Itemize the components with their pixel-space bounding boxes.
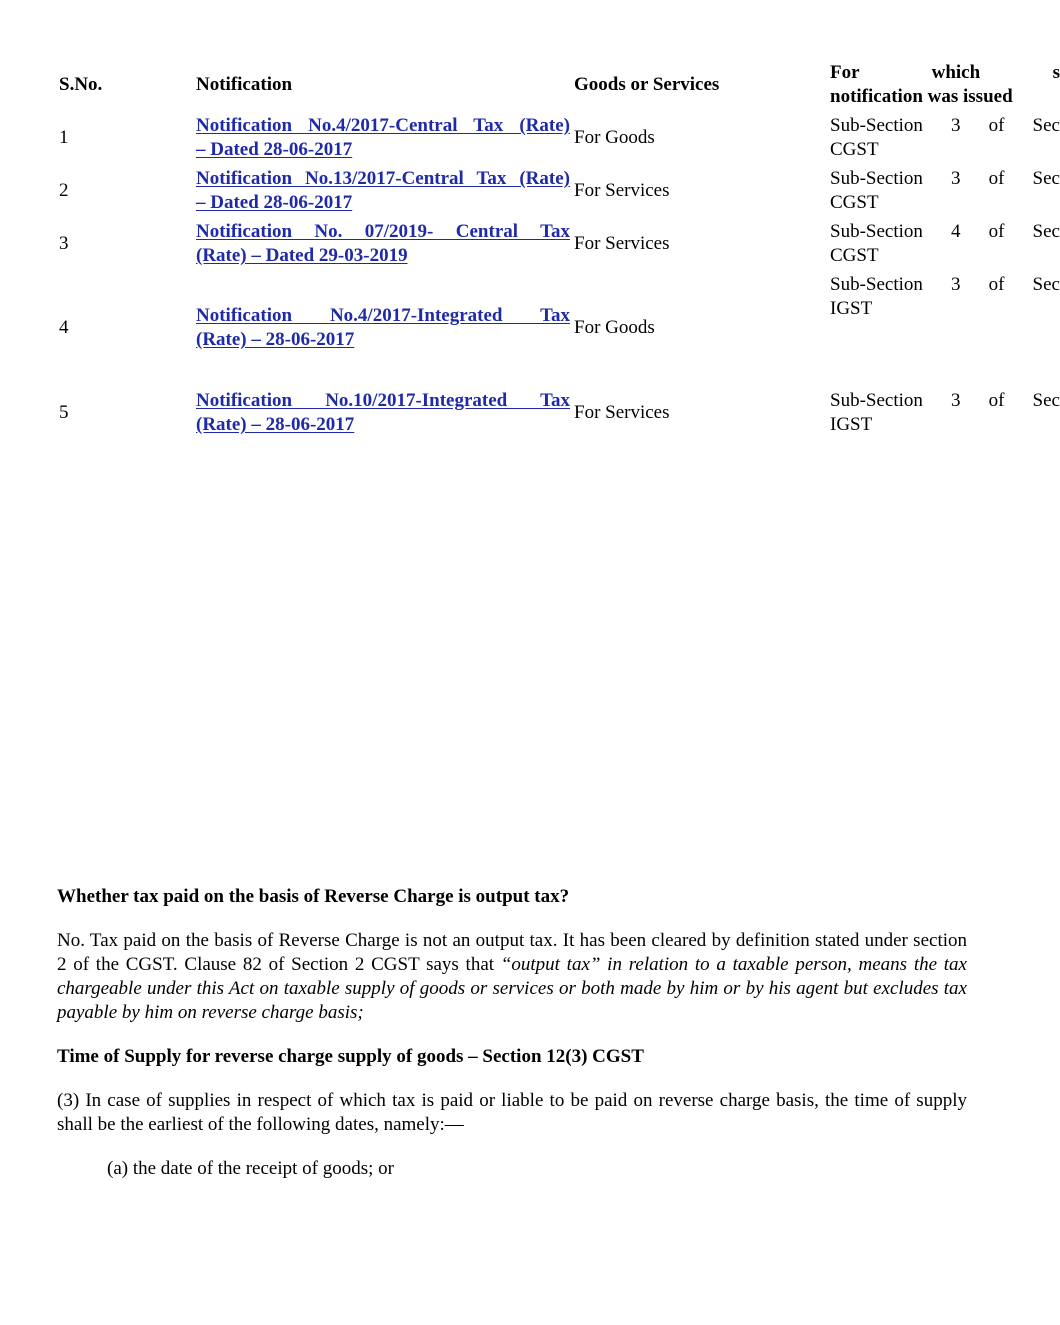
row-section-line1: Sub-Section 3 of Sec bbox=[830, 390, 1060, 411]
section-heading-output-tax: Whether tax paid on the basis of Reverse Charge is output tax? bbox=[57, 886, 570, 907]
paragraph-italic-quote: “output tax” in relation to a taxable person, means the tax chargeable under this Act on taxable supply of goods or services or both made by him or by his agent but excludes tax payable by him on reverse charge basis; bbox=[57, 954, 967, 1023]
notification-link-line2[interactable]: (Rate) – Dated 29-03-2019 bbox=[196, 245, 408, 266]
row-section-line1: Sub-Section 4 of Sec bbox=[830, 221, 1060, 242]
notification-link-line2[interactable]: – Dated 28-06-2017 bbox=[196, 139, 353, 160]
row-goods: For Services bbox=[574, 180, 670, 201]
notification-link-line1[interactable]: Notification No.4/2017-Integrated Tax bbox=[196, 305, 570, 326]
row-notification bbox=[196, 304, 570, 352]
row-section-line2: CGST bbox=[830, 192, 879, 213]
row-section bbox=[830, 273, 1060, 321]
header-section-line1: For which s bbox=[830, 62, 1060, 83]
paragraph-text: No. Tax paid on the basis of Reverse Charge is not an output tax. It has been cleared by definition stated under section 2 of the CGST. Clause 82 of Section 2 CGST says that bbox=[57, 930, 967, 975]
row-notification bbox=[196, 220, 570, 268]
row-section-line1: Sub-Section 3 of Sec bbox=[830, 274, 1060, 295]
notification-link-line1[interactable]: Notification No. 07/2019- Central Tax bbox=[196, 221, 570, 242]
row-section bbox=[830, 220, 1060, 268]
notification-link-line2[interactable]: (Rate) – 28-06-2017 bbox=[196, 329, 355, 350]
row-section bbox=[830, 167, 1060, 215]
row-section-line1: Sub-Section 3 of Sec bbox=[830, 115, 1060, 136]
row-goods: For Services bbox=[574, 233, 670, 254]
notification-link-line2[interactable]: (Rate) – 28-06-2017 bbox=[196, 414, 355, 435]
section-heading-time-of-supply: Time of Supply for reverse charge supply of goods – Section 12(3) CGST bbox=[57, 1046, 644, 1067]
row-notification bbox=[196, 114, 570, 162]
row-goods: For Services bbox=[574, 402, 670, 423]
notification-link-line1[interactable]: Notification No.10/2017-Integrated Tax bbox=[196, 390, 570, 411]
header-section-line2: notification was issued bbox=[830, 86, 1013, 107]
header-notification: Notification bbox=[196, 74, 293, 95]
row-section-line2: IGST bbox=[830, 414, 873, 435]
row-section bbox=[830, 114, 1060, 162]
row-sno: 3 bbox=[59, 233, 69, 254]
row-section-line2: CGST bbox=[830, 245, 879, 266]
row-sno: 1 bbox=[59, 127, 69, 148]
row-goods: For Goods bbox=[574, 317, 655, 338]
list-item: (a) the date of the receipt of goods; or bbox=[107, 1158, 394, 1179]
row-notification bbox=[196, 389, 570, 437]
row-section-line2: CGST bbox=[830, 139, 879, 160]
row-section-line2: IGST bbox=[830, 298, 873, 319]
notification-link-line1[interactable]: Notification No.4/2017-Central Tax (Rate) bbox=[196, 115, 570, 136]
row-section bbox=[830, 389, 1060, 437]
notification-link-line1[interactable]: Notification No.13/2017-Central Tax (Rate) bbox=[196, 168, 570, 189]
header-goods-or-services: Goods or Services bbox=[574, 74, 720, 95]
row-goods: For Goods bbox=[574, 127, 655, 148]
row-sno: 5 bbox=[59, 402, 69, 423]
row-sno: 2 bbox=[59, 180, 69, 201]
notification-link-line2[interactable]: – Dated 28-06-2017 bbox=[196, 192, 353, 213]
row-notification bbox=[196, 167, 570, 215]
header-sno: S.No. bbox=[59, 74, 103, 95]
paragraph-output-tax bbox=[57, 929, 967, 1025]
header-section bbox=[830, 61, 1060, 109]
paragraph-time-of-supply: (3) In case of supplies in respect of which tax is paid or liable to be paid on reverse charge basis, the time of supply shall be the earliest of the following dates, namely:— bbox=[57, 1090, 967, 1135]
row-section-line1: Sub-Section 3 of Sec bbox=[830, 168, 1060, 189]
row-sno: 4 bbox=[59, 317, 69, 338]
